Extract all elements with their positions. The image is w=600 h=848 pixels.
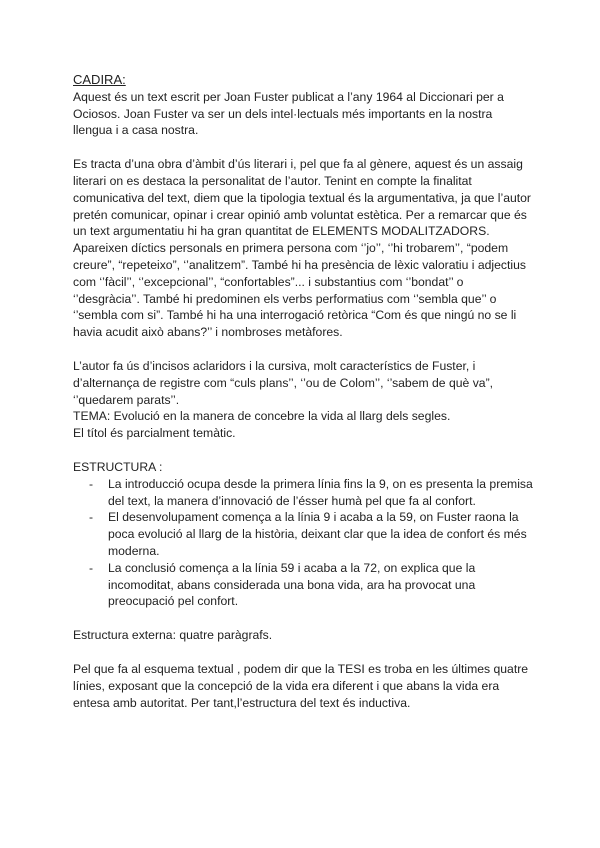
list-item (73, 509, 533, 559)
paragraph-gap (73, 442, 533, 459)
paragraph-gap (73, 341, 533, 358)
list-item (73, 560, 533, 610)
dash-bullet: - (89, 510, 94, 525)
incisos-paragraph: L’autor fa ús d’incisos aclaridors i la cursiva, molt característics de Fuster, i d’alternança de registre com “culs plans’’, ‘’ou de Colom’’, ‘’sabem de què va”, ‘’quedarem parats’’. (73, 358, 494, 407)
intro-paragraph: Aquest és un text escrit per Joan Fuster publicat a l’any 1964 al Diccionari per a Ociosos. Joan Fuster va ser un dels intel·lectuals més importants en la nostra llengua i a casa nostra. (73, 89, 504, 138)
analysis-paragraph: Es tracta d’una obra d’àmbit d’ús literari i, pel que fa al gènere, aquest és un assaig literari on es destaca la personalitat de l’autor. Tenint en compte la finalitat comunicativa del text, diem que la tipologia textual és la argumentativa, ja que l’autor pretén comunicar, opinar i crear opinió amb voluntat estètica. Per a remarcar que és un text argumentatiu hi ha gran quantitat de ELEMENTS MODALITZADORS. Apareixen díctics personals en primera persona com ‘’jo’’, ‘’hi trobarem’’, “podem creure”, “repeteixo”, ‘’analitzem”. També hi ha presència de lèxic valoratiu i adjectius com ‘’fàcil’’, ‘’excepcional’’, “confortables”... i substantius com ‘’bondat’’ o ‘’desgràcia’’. També hi predominen els verbs performatius com ‘’sembla que’’ o ‘’sembla com si”. També hi ha una interrogació retòrica “Com és que ningú no se li havia acudit això abans?’’ i nombroses metàfores. (73, 157, 531, 340)
list-item-text: La conclusió comença a la línia 59 i acaba a la 72, on explica que la incomoditat, abans considerada una bona vida, ara ha provocat una preocupació pel confort. (108, 560, 476, 609)
titol-line: El títol és parcialment temàtic. (73, 426, 236, 441)
list-item (73, 476, 533, 510)
dash-bullet: - (89, 476, 94, 491)
esquema-paragraph: Pel que fa al esquema textual , podem dir que la TESI es troba en les últimes quatre línies, exposant que la concepció de la vida era diferent i que abans la vida era entesa amb autoritat. Per tant,l’estructura del text és inductiva. (73, 661, 529, 710)
paragraph-gap (73, 139, 533, 156)
document-body (73, 72, 533, 711)
list-item-text: El desenvolupament comença a la línia 9 i acaba a la 59, on Fuster raona la poca evolució al llarg de la història, deixant clar que la idea de confort és més moderna. (108, 510, 527, 558)
paragraph-gap (73, 610, 533, 627)
estructura-list (73, 476, 533, 610)
externa-line: Estructura externa: quatre paràgrafs. (73, 628, 273, 643)
document-title: CADIRA: (73, 72, 126, 87)
estructura-heading: ESTRUCTURA : (73, 459, 163, 474)
dash-bullet: - (89, 560, 94, 575)
list-item-text: La introducció ocupa desde la primera línia fins la 9, on es presenta la premisa del text, la manera d’innovació de l’ésser humà pel que fa al confort. (108, 476, 533, 508)
tema-line: TEMA: Evolució en la manera de concebre la vida al llarg dels segles. (73, 409, 451, 424)
paragraph-gap (73, 644, 533, 661)
